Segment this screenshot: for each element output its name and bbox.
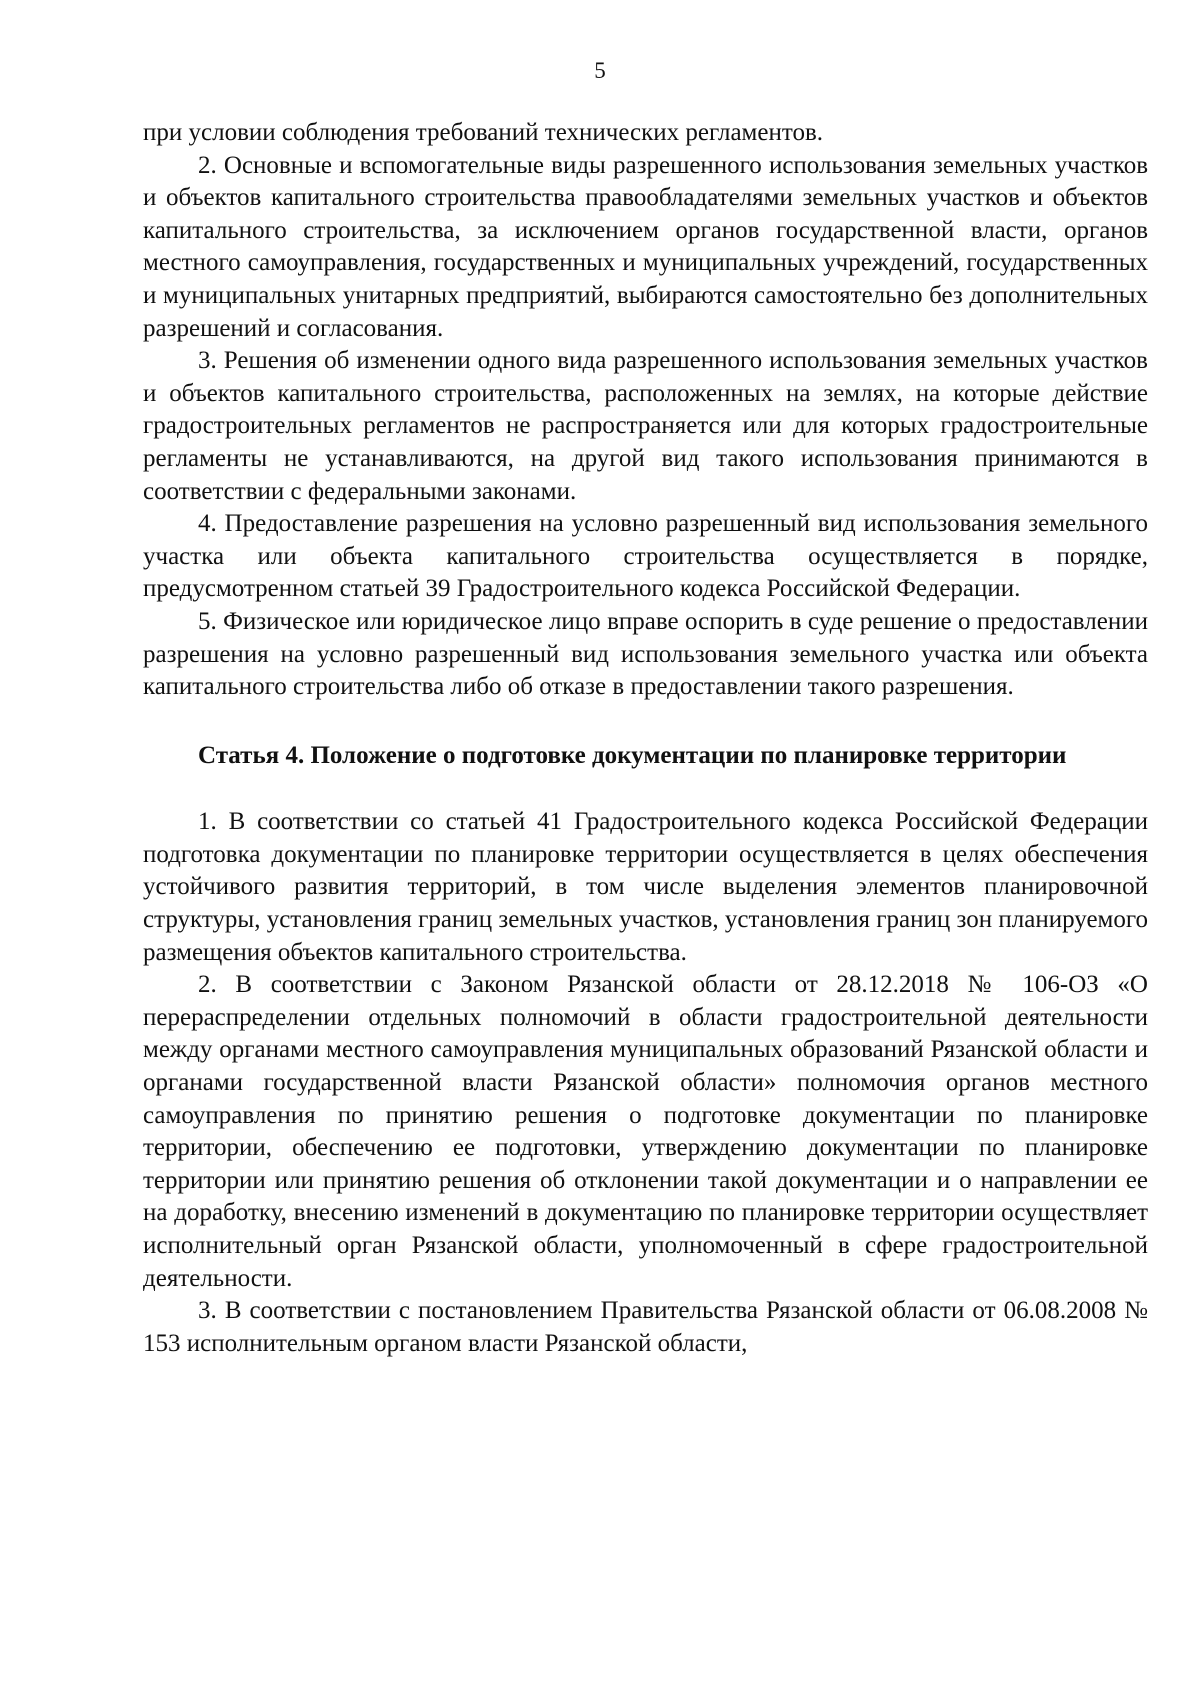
page-number: 5 [594,58,606,83]
document-body [143,117,1148,1360]
paragraph-continuation: при условии соблюдения требований технических регламентов. [143,119,824,146]
article-4-heading: Статья 4. Положение о подготовке документации по планировке территории [198,741,1067,769]
article-4-paragraph-2: 2. В соответствии с Законом Рязанской области от 28.12.2018 № 106-ОЗ «О перераспределении отдельных полномочий в области градостроительной деятельности между органами местного самоуправления муниципальных образований Рязанской области и органами государственной власти Рязанской области» полномочия органов местного самоуправления по принятию решения о подготовке документации по планировке территории, обеспечению ее подготовки, утверждению документации по планировке территории или принятию решения об отклонении такой документации и о направлении ее на доработку, внесению изменений в документацию по планировке территории осуществляет исполнительный орган Рязанской области, уполномоченный в сфере градостроительной деятельности. [143,971,1148,1292]
paragraph-item-3: 3. Решения об изменении одного вида разрешенного использования земельных участков и объектов капитального строительства, расположенных на землях, на которые действие градостроительных регламентов не распространяется или для которых градостроительные регламенты не устанавливаются, на другой вид такого использования принимаются в соответствии с федеральными законами. [143,347,1148,505]
paragraph-item-2: 2. Основные и вспомогательные виды разрешенного использования земельных участков и объектов капитального строительства правообладателями земельных участков и объектов капитального строительства, за исключением органов государственной власти, органов местного самоуправления, государственных и муниципальных учреждений, государственных и муниципальных унитарных предприятий, выбираются самостоятельно без дополнительных разрешений и согласования. [143,151,1148,342]
paragraph-item-4: 4. Предоставление разрешения на условно разрешенный вид использования земельного участка или объекта капитального строительства осуществляется в порядке, предусмотренном статьей 39 Градостроительного кодекса Российской Федерации. [143,510,1148,603]
article-4-paragraph-1: 1. В соответствии со статьей 41 Градостроительного кодекса Российской Федерации подготовка документации по планировке территории осуществляется в целях обеспечения устойчивого развития территорий, в том числе выделения элементов планировочной структуры, установления границ земельных участков, установления границ зон планируемого размещения объектов капитального строительства. [143,808,1148,966]
paragraph-item-5: 5. Физическое или юридическое лицо вправе оспорить в суде решение о предоставлении разрешения на условно разрешенный вид использования земельного участка или объекта капитального строительства либо об отказе в предоставлении такого разрешения. [143,607,1148,701]
article-4-paragraph-3: 3. В соответствии с постановлением Правительства Рязанской области от 06.08.2008 № 153 исполнительным органом власти Рязанской области, [143,1297,1148,1357]
